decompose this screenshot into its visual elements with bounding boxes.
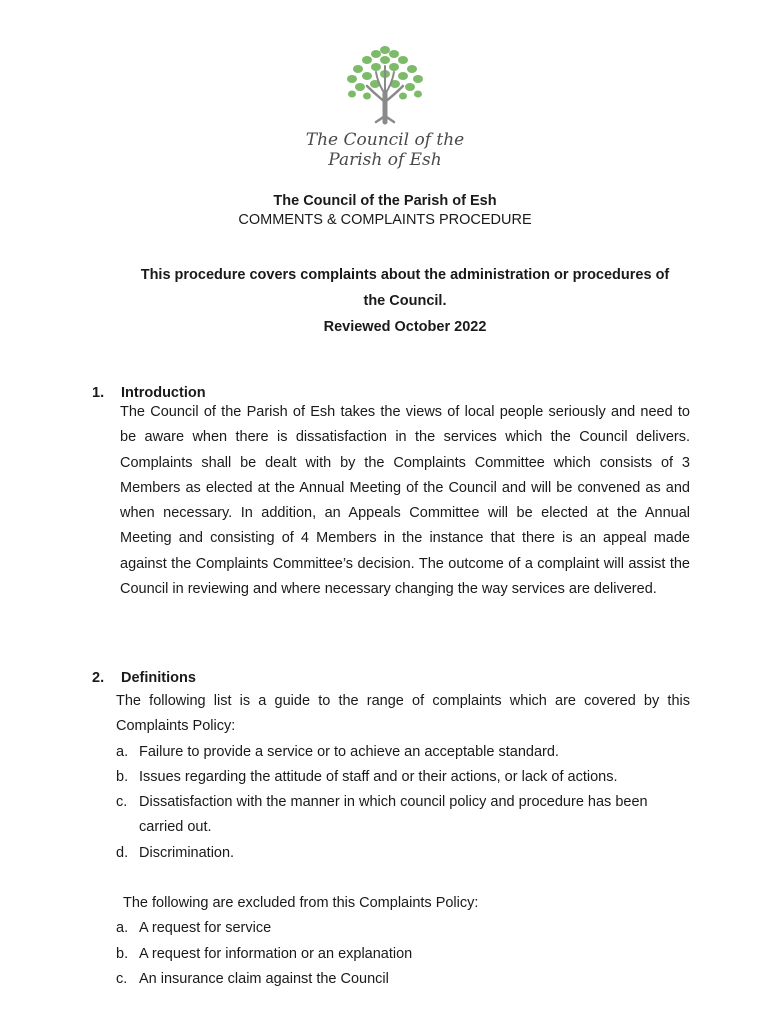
section-introduction	[92, 385, 690, 602]
list-text: Issues regarding the attitude of staff and or their actions, or lack of actions.	[139, 768, 618, 785]
list-item	[116, 916, 690, 941]
list-text: A request for service	[139, 920, 272, 937]
list-text: Discrimination.	[139, 844, 235, 861]
list-item	[116, 967, 690, 992]
section-title: Introduction	[121, 385, 206, 401]
introduction-body: The Council of the Parish of Esh takes the views of local people seriously and need to be aware when there is dissatisfaction in the services which the Council delivers. Complaints shall be dealt with by the Complaints Committee which consists of 3 Members as elected at the Annual Meeting of the Council and will be convened as and when necessary. In addition, an Appeals Committee will be elected at the Annual Meeting and consisting of 4 Members in the instance that there is an appeal made against the Complaints Committee’s decision. The outcome of a complaint will assist the Council in reviewing and where necessary changing the way services are delivered.	[120, 404, 690, 598]
excluded-intro: The following are excluded from this Complaints Policy:	[123, 895, 479, 912]
list-item	[116, 740, 690, 765]
logo-line-1: The Council of the	[305, 130, 465, 150]
list-marker: b.	[116, 768, 129, 785]
section-number: 1.	[92, 385, 105, 401]
list-marker: b.	[116, 945, 129, 962]
document-title: The Council of the Parish of Esh	[273, 193, 497, 209]
scope-line-2: the Council.	[363, 293, 447, 309]
covered-list	[116, 740, 690, 866]
document-subtitle: COMMENTS & COMPLAINTS PROCEDURE	[238, 212, 532, 228]
list-marker: c.	[116, 970, 128, 987]
excluded-list	[116, 916, 690, 992]
section-heading	[92, 385, 690, 401]
section-number: 2.	[92, 670, 105, 686]
definitions-intro: The following list is a guide to the range of complaints which are covered by this Complaints Policy:	[116, 693, 690, 735]
list-marker: c.	[116, 794, 128, 811]
list-marker: a.	[116, 743, 129, 760]
section-definitions	[92, 670, 690, 992]
list-item	[116, 790, 690, 841]
list-marker: d.	[116, 844, 129, 861]
scope-line-1: This procedure covers complaints about the administration or procedures of	[140, 267, 670, 283]
logo-line-2: Parish of Esh	[328, 150, 442, 170]
list-text: Failure to provide a service or to achieve an acceptable standard.	[139, 743, 559, 760]
list-text: A request for information or an explanation	[139, 945, 413, 962]
list-text: An insurance claim against the Council	[139, 970, 389, 987]
list-marker: a.	[116, 920, 129, 937]
list-text: Dissatisfaction with the manner in which council policy and procedure has been carried out.	[139, 794, 648, 836]
council-logo	[0, 42, 770, 170]
section-heading	[92, 670, 690, 686]
list-item	[116, 765, 690, 790]
reviewed-date: Reviewed October 2022	[323, 319, 487, 335]
list-item	[116, 942, 690, 967]
tree-icon	[340, 42, 430, 126]
logo-text	[0, 130, 770, 170]
section-title: Definitions	[121, 670, 196, 686]
list-item	[116, 841, 690, 866]
scope-statement	[110, 262, 700, 340]
